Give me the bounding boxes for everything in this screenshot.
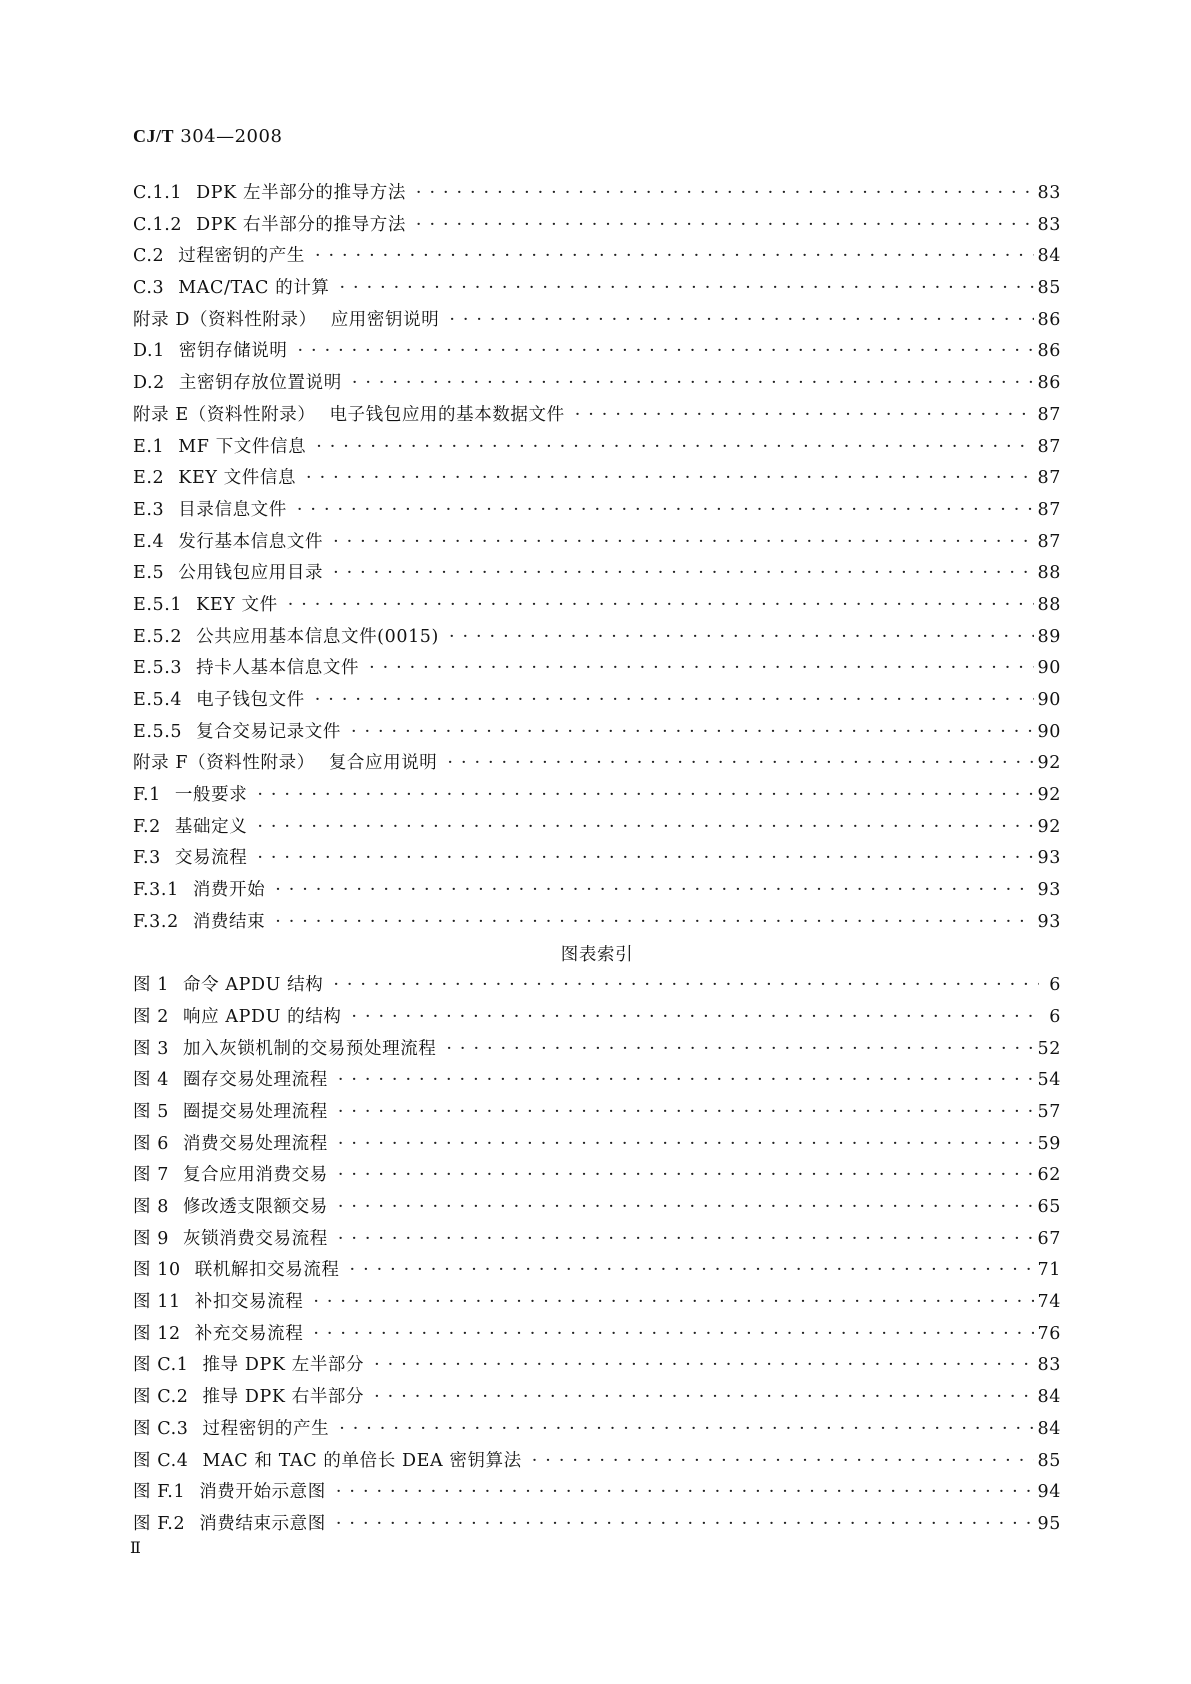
figure-number: 图 10 xyxy=(133,1260,181,1281)
toc-title: 密钥存储说明 xyxy=(178,341,288,362)
toc-number: E.1 xyxy=(133,436,165,457)
toc-title: DPK 右半部分的推导方法 xyxy=(196,214,406,235)
figure-title: 补扣交易流程 xyxy=(194,1292,304,1313)
toc-number: E.5.4 xyxy=(133,690,183,710)
toc-page: 87 xyxy=(1037,436,1061,457)
toc-row[interactable] xyxy=(133,623,1061,655)
toc-title: 消费开始 xyxy=(192,880,266,901)
toc-row[interactable] xyxy=(133,686,1061,718)
figure-title: 推导 DPK 右半部分 xyxy=(202,1387,365,1408)
figure-number: 图 3 xyxy=(133,1038,169,1059)
toc-number: E.5 xyxy=(133,563,165,584)
leader-dots xyxy=(297,500,1034,520)
toc-row[interactable] xyxy=(133,401,1061,433)
leader-dots xyxy=(447,753,1033,773)
toc-row[interactable] xyxy=(133,718,1061,750)
figure-row[interactable] xyxy=(133,1035,1061,1067)
figure-row[interactable] xyxy=(133,1225,1061,1257)
toc-title: 一般要求 xyxy=(174,785,248,806)
leader-dots xyxy=(257,785,1033,805)
table-of-contents xyxy=(133,179,1061,1542)
toc-number: 附录 F（资料性附录） xyxy=(133,753,315,774)
toc-row[interactable] xyxy=(133,654,1061,686)
figure-number: 图 11 xyxy=(133,1292,181,1313)
toc-title: 复合交易记录文件 xyxy=(196,721,341,742)
leader-dots xyxy=(315,246,1034,266)
toc-page: 92 xyxy=(1037,753,1061,774)
figure-page: 6 xyxy=(1049,1006,1061,1027)
figure-row[interactable] xyxy=(133,1130,1061,1162)
toc-title: 复合应用说明 xyxy=(328,753,438,774)
leader-dots xyxy=(416,215,1034,235)
figure-title: 消费结束示意图 xyxy=(199,1513,326,1534)
leader-dots xyxy=(374,1387,1033,1407)
leader-dots xyxy=(369,658,1033,678)
toc-page: 93 xyxy=(1037,848,1061,869)
figure-title: 命令 APDU 结构 xyxy=(183,975,324,996)
leader-dots xyxy=(338,1102,1034,1122)
toc-row[interactable] xyxy=(133,559,1061,591)
figure-number: 图 7 xyxy=(133,1165,169,1186)
toc-row[interactable] xyxy=(133,306,1061,338)
figure-page: 76 xyxy=(1037,1323,1061,1344)
toc-title: 电子钱包文件 xyxy=(196,690,305,710)
leader-dots xyxy=(338,1165,1034,1185)
toc-page: 90 xyxy=(1037,690,1061,710)
toc-row[interactable] xyxy=(133,464,1061,496)
figure-page: 74 xyxy=(1037,1292,1061,1313)
figure-page: 71 xyxy=(1037,1260,1061,1281)
toc-row[interactable] xyxy=(133,179,1061,211)
toc-page: 86 xyxy=(1037,309,1061,330)
leader-dots xyxy=(333,563,1033,583)
figure-row[interactable] xyxy=(133,1288,1061,1320)
toc-number: 附录 E（资料性附录） xyxy=(133,404,316,425)
toc-number: C.3 xyxy=(133,278,165,299)
figure-title: 联机解扣交易流程 xyxy=(194,1260,340,1281)
figure-number: 图 C.3 xyxy=(133,1418,189,1439)
figure-page: 59 xyxy=(1037,1133,1061,1154)
leader-dots xyxy=(333,532,1033,552)
leader-dots xyxy=(351,1007,1039,1027)
toc-row[interactable] xyxy=(133,496,1061,528)
leader-dots xyxy=(288,595,1034,615)
figure-page: 84 xyxy=(1037,1387,1061,1408)
leader-dots xyxy=(338,1134,1034,1154)
document-header xyxy=(133,126,282,147)
leader-dots xyxy=(338,1197,1034,1217)
leader-dots xyxy=(257,817,1033,837)
toc-page: 92 xyxy=(1037,785,1061,806)
leader-dots xyxy=(449,627,1034,647)
toc-number: 附录 D（资料性附录） xyxy=(133,309,317,330)
figure-title: 修改透支限额交易 xyxy=(183,1197,328,1217)
toc-title: 发行基本信息文件 xyxy=(178,531,324,552)
leader-dots xyxy=(315,690,1034,710)
toc-title: 应用密钥说明 xyxy=(330,309,440,330)
leader-dots xyxy=(306,468,1033,488)
toc-number: E.5.5 xyxy=(133,721,183,742)
toc-title: KEY 文件 xyxy=(196,594,278,615)
figure-row[interactable] xyxy=(133,971,1061,1003)
toc-page: 88 xyxy=(1037,563,1061,584)
toc-page: 89 xyxy=(1037,626,1061,647)
toc-row[interactable] xyxy=(133,528,1061,560)
figure-number: 图 6 xyxy=(133,1133,169,1154)
figure-page: 52 xyxy=(1037,1038,1061,1059)
figure-number: 图 C.2 xyxy=(133,1387,189,1408)
toc-number: E.2 xyxy=(133,468,165,489)
standard-code: CJ/T xyxy=(133,126,175,146)
leader-dots xyxy=(313,1292,1033,1312)
toc-page: 92 xyxy=(1037,816,1061,837)
toc-page: 85 xyxy=(1037,278,1061,299)
toc-row[interactable] xyxy=(133,749,1061,781)
toc-page: 87 xyxy=(1037,499,1061,520)
figure-number: 图 C.4 xyxy=(133,1450,189,1471)
toc-row[interactable] xyxy=(133,591,1061,623)
figure-number: 图 C.1 xyxy=(133,1355,189,1376)
figure-number: 图 2 xyxy=(133,1006,169,1027)
toc-row[interactable] xyxy=(133,211,1061,243)
figure-title: 圈提交易处理流程 xyxy=(183,1101,328,1122)
toc-number: E.4 xyxy=(133,531,165,552)
toc-number: E.5.1 xyxy=(133,594,183,615)
toc-number: F.3.1 xyxy=(133,880,179,901)
toc-row[interactable] xyxy=(133,274,1061,306)
toc-page: 83 xyxy=(1037,183,1061,203)
toc-number: E.5.2 xyxy=(133,626,183,647)
toc-number: E.3 xyxy=(133,499,165,520)
toc-page: 86 xyxy=(1037,341,1061,362)
leader-dots xyxy=(575,405,1034,425)
leader-dots xyxy=(340,278,1034,298)
leader-dots xyxy=(257,848,1033,868)
toc-number: F.3.2 xyxy=(133,911,179,932)
leader-dots xyxy=(336,1482,1034,1502)
figure-number: 图 4 xyxy=(133,1070,169,1091)
toc-page: 88 xyxy=(1037,594,1061,615)
toc-number: F.2 xyxy=(133,816,161,837)
figure-row[interactable] xyxy=(133,1510,1061,1542)
leader-dots xyxy=(352,373,1034,393)
figure-row[interactable] xyxy=(133,1415,1061,1447)
toc-number: D.2 xyxy=(133,373,165,394)
toc-page: 90 xyxy=(1037,658,1061,679)
figure-title: 复合应用消费交易 xyxy=(183,1165,328,1186)
figure-number: 图 5 xyxy=(133,1101,169,1122)
figure-title: 过程密钥的产生 xyxy=(202,1418,330,1439)
leader-dots xyxy=(313,1324,1033,1344)
toc-number: C.1.1 xyxy=(133,183,183,203)
toc-number: F.1 xyxy=(133,785,161,806)
toc-number: C.2 xyxy=(133,246,165,267)
toc-row[interactable] xyxy=(133,781,1061,813)
leader-dots xyxy=(338,1229,1034,1249)
figure-row[interactable] xyxy=(133,1320,1061,1352)
leader-dots xyxy=(339,1419,1033,1439)
figures-index-title: 图表索引 xyxy=(560,944,634,965)
figure-page: 85 xyxy=(1037,1450,1061,1471)
figure-page: 57 xyxy=(1037,1101,1061,1122)
leader-dots xyxy=(338,1070,1034,1090)
figure-row[interactable] xyxy=(133,1383,1061,1415)
leader-dots xyxy=(316,437,1033,457)
figure-row[interactable] xyxy=(133,1161,1061,1193)
toc-number: F.3 xyxy=(133,848,161,869)
toc-row[interactable] xyxy=(133,876,1061,908)
figure-row[interactable] xyxy=(133,1256,1061,1288)
toc-row[interactable] xyxy=(133,813,1061,845)
figure-title: MAC 和 TAC 的单倍长 DEA 密钥算法 xyxy=(202,1450,522,1471)
figure-page: 95 xyxy=(1037,1513,1061,1534)
leader-dots xyxy=(275,912,1033,932)
toc-page: 84 xyxy=(1037,246,1061,267)
leader-dots xyxy=(446,1039,1033,1059)
figure-title: 灰锁消费交易流程 xyxy=(183,1228,328,1249)
toc-row[interactable] xyxy=(133,242,1061,274)
toc-title: 公共应用基本信息文件(0015) xyxy=(196,626,439,647)
figure-number: 图 F.1 xyxy=(133,1482,186,1503)
toc-row[interactable] xyxy=(133,433,1061,465)
figure-page: 94 xyxy=(1037,1482,1061,1503)
toc-page: 86 xyxy=(1037,373,1061,394)
leader-dots xyxy=(275,880,1033,900)
leader-dots xyxy=(449,310,1033,330)
toc-title: 公用钱包应用目录 xyxy=(178,563,324,584)
figure-title: 消费交易处理流程 xyxy=(183,1133,328,1154)
figure-number: 图 1 xyxy=(133,975,169,996)
toc-title: 基础定义 xyxy=(174,816,248,837)
figure-title: 消费开始示意图 xyxy=(199,1482,326,1503)
toc-title: 主密钥存放位置说明 xyxy=(178,373,342,394)
toc-title: MAC/TAC 的计算 xyxy=(178,278,330,299)
toc-number: E.5.3 xyxy=(133,658,183,679)
figure-number: 图 12 xyxy=(133,1323,181,1344)
toc-title: 消费结束 xyxy=(192,911,266,932)
figure-title: 补充交易流程 xyxy=(194,1323,304,1344)
toc-page: 87 xyxy=(1037,468,1061,489)
figure-page: 67 xyxy=(1037,1228,1061,1249)
leader-dots xyxy=(532,1451,1034,1471)
figure-title: 响应 APDU 的结构 xyxy=(183,1006,342,1027)
toc-row[interactable] xyxy=(133,337,1061,369)
figure-row[interactable] xyxy=(133,1351,1061,1383)
leader-dots xyxy=(416,183,1034,203)
toc-number: C.1.2 xyxy=(133,214,183,235)
figure-number: 图 9 xyxy=(133,1228,169,1249)
toc-title: 电子钱包应用的基本数据文件 xyxy=(329,404,565,425)
figure-title: 加入灰锁机制的交易预处理流程 xyxy=(183,1038,437,1059)
figure-row[interactable] xyxy=(133,1098,1061,1130)
figure-row[interactable] xyxy=(133,1003,1061,1035)
figure-number: 图 F.2 xyxy=(133,1513,186,1534)
figure-row[interactable] xyxy=(133,1478,1061,1510)
toc-number: D.1 xyxy=(133,341,165,362)
leader-dots xyxy=(374,1355,1033,1375)
toc-page: 93 xyxy=(1037,880,1061,901)
toc-page: 83 xyxy=(1037,214,1061,235)
leader-dots xyxy=(351,722,1034,742)
figure-page: 6 xyxy=(1049,975,1061,996)
figure-row[interactable] xyxy=(133,1447,1061,1479)
standard-number: 304—2008 xyxy=(180,126,283,147)
toc-title: MF 下文件信息 xyxy=(178,436,307,457)
figure-title: 圈存交易处理流程 xyxy=(183,1070,328,1091)
figure-title: 推导 DPK 左半部分 xyxy=(202,1355,365,1376)
toc-page: 93 xyxy=(1037,911,1061,932)
figure-number: 图 8 xyxy=(133,1197,169,1217)
toc-row[interactable] xyxy=(133,369,1061,401)
toc-title: 目录信息文件 xyxy=(178,499,287,520)
toc-page: 90 xyxy=(1037,721,1061,742)
leader-dots xyxy=(336,1514,1034,1534)
leader-dots xyxy=(350,1260,1034,1280)
toc-title: 持卡人基本信息文件 xyxy=(196,658,360,679)
toc-title: 交易流程 xyxy=(174,848,248,869)
figure-page: 84 xyxy=(1037,1418,1061,1439)
figure-page: 54 xyxy=(1037,1070,1061,1091)
toc-title: 过程密钥的产生 xyxy=(178,246,305,267)
figure-page: 62 xyxy=(1037,1165,1061,1186)
toc-page: 87 xyxy=(1037,531,1061,552)
figure-row[interactable] xyxy=(133,1066,1061,1098)
toc-title: DPK 左半部分的推导方法 xyxy=(196,183,406,203)
leader-dots xyxy=(333,975,1039,995)
page-number: Ⅱ xyxy=(130,1538,141,1557)
figure-page: 65 xyxy=(1037,1197,1061,1217)
figure-page: 83 xyxy=(1037,1355,1061,1376)
toc-row[interactable] xyxy=(133,844,1061,876)
figure-row[interactable] xyxy=(133,1193,1061,1225)
leader-dots xyxy=(298,341,1034,361)
toc-title: KEY 文件信息 xyxy=(178,468,297,489)
toc-row[interactable] xyxy=(133,908,1061,940)
toc-page: 87 xyxy=(1037,404,1061,425)
